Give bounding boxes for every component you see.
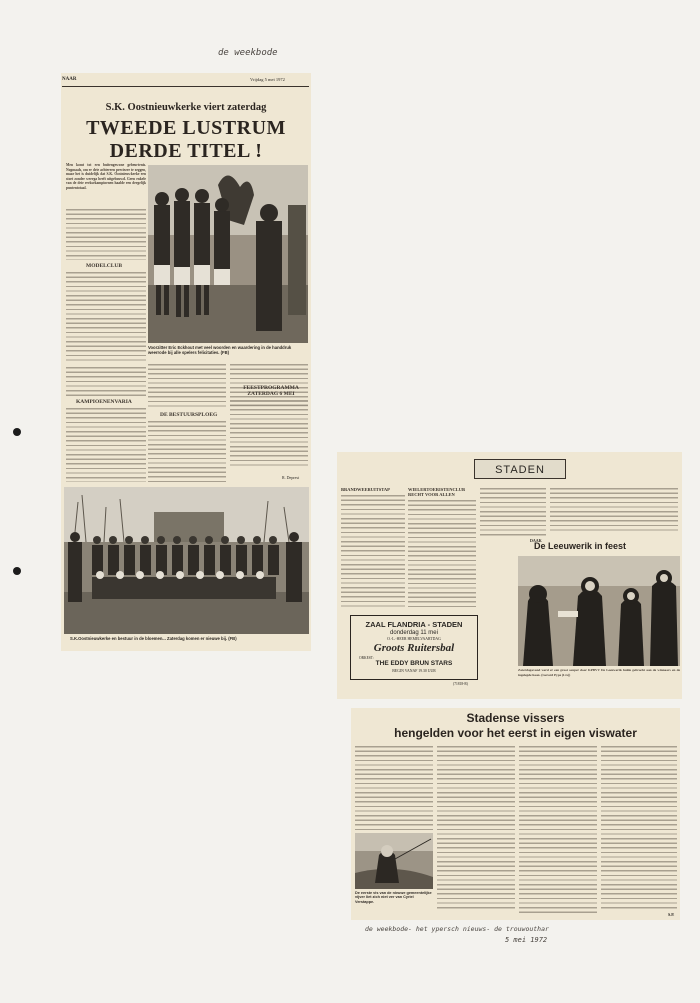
ad-start: BEGIN VANAF 19.30 UUR bbox=[392, 669, 436, 673]
subhead-kampioenenvaria: KAMPIOENENVARIA bbox=[76, 399, 132, 405]
feest-title: De Leeuwerik in feest bbox=[533, 541, 627, 551]
ad-venue: ZAAL FLANDRIA - STADEN bbox=[365, 620, 463, 629]
left-col1-text bbox=[66, 366, 146, 396]
masthead-left: NAAR bbox=[62, 77, 77, 82]
punch-hole-bottom bbox=[13, 567, 21, 575]
staden-col4-text bbox=[550, 487, 678, 531]
vissers-col3-text bbox=[519, 745, 597, 915]
feest-caption: Zaterdagavond werd er een groot souper door KPBVV De Leeuwerik hulde gebracht aan de winnaars en de ingelegde haan. (Gerard Pype (LG)) bbox=[518, 668, 680, 677]
left-mid-col1 bbox=[148, 363, 226, 408]
photo2-caption: S.K.Oostnieuwkerke en bestuur in de bloemen... Zaterdag komen er nieuwe bij. (FB) bbox=[70, 636, 237, 641]
brandweer-head: BRANDWEERUITSTAP bbox=[341, 487, 390, 492]
intro-text-cont bbox=[66, 208, 146, 260]
vissers-headline-1: Stadense vissers bbox=[466, 711, 565, 725]
ruitersbal-ad bbox=[350, 615, 478, 680]
masthead-date: Vrijdag 5 mei 1972 bbox=[250, 77, 285, 82]
fisherman-photo bbox=[355, 833, 433, 889]
brandweer-text bbox=[341, 494, 405, 610]
ad-orchestra-label: ORKEST: bbox=[359, 656, 374, 660]
vissers-signature: S.P. bbox=[668, 912, 675, 917]
staden-banner-text: STADEN bbox=[495, 464, 545, 476]
bottom-handwriting: de weekbode- het ypersch nieuws- de trouwouthar bbox=[365, 925, 549, 933]
bottom-date: 5 mei 1972 bbox=[505, 936, 548, 944]
ad-title: Groots Ruitersbal bbox=[373, 642, 455, 654]
ad-date: donderdag 11 mei bbox=[390, 630, 438, 636]
fisherman-caption: De eerste vis van de nieuwe gemeentelijke vijver liet zich niet ver van Cyriel Verstappe. bbox=[355, 891, 432, 904]
photo1-caption: Voorzitter Eric Eckhout met veel woorden en waardering in de handdruk weerrode bij alle spelers felicitaties. (FB) bbox=[148, 345, 292, 355]
intro-text: Men komt tot een buitengewone gebeurtenis. Nogmaals, om er drie achtereen preciezer te zeggen, maar het is duidelijk dat S.K. Oostnieuwkerke een stoet zonder weerga heeft uitgebouwd. Geen enkele van de drie reeksekampioenen haalde een dergelijk puntentotaal. bbox=[66, 163, 146, 190]
ad-orchestra: THE EDDY BRUN STARS bbox=[375, 660, 453, 667]
leeuwerik-photo bbox=[518, 556, 680, 666]
ad-ref: (71818-R) bbox=[453, 682, 468, 686]
team-handshake-photo bbox=[148, 165, 308, 343]
punch-hole-top bbox=[13, 428, 21, 436]
team-group-photo bbox=[64, 487, 309, 634]
ad-holiday: O.-L.-HEER HEMELVAARTDAG bbox=[387, 637, 441, 641]
modelclub-text bbox=[66, 271, 146, 363]
subhead-feestprogramma: FEESTPROGRAMMA ZATERDAG 6 MEI bbox=[243, 385, 299, 397]
headline-line1: TWEEDE LUSTRUM bbox=[86, 117, 286, 139]
vissers-headline-2: hengelden voor het eerst in eigen viswater bbox=[394, 726, 637, 740]
vissers-col2-text bbox=[437, 745, 515, 910]
feestprogramma-text bbox=[230, 399, 308, 469]
staden-signature: DAAK bbox=[530, 538, 542, 543]
wielerclub-head: WIELERTOERISTENCLUB RECHT VOOR ALLEN bbox=[408, 487, 466, 497]
staden-banner bbox=[474, 459, 566, 479]
program-credit: R. Deprest bbox=[282, 475, 300, 480]
subhead-modelclub: MODELCLUB bbox=[86, 263, 123, 269]
kicker: S.K. Oostnieuwkerke viert zaterdag bbox=[105, 102, 267, 113]
headline-line2: DERDE TITEL ! bbox=[109, 140, 263, 162]
bestuursploeg-text bbox=[148, 420, 226, 482]
staden-col3-text bbox=[480, 487, 546, 537]
masthead-rule bbox=[62, 86, 309, 87]
subhead-bestuursploeg: DE BESTUURSPLOEG bbox=[160, 412, 218, 418]
wielerclub-text bbox=[408, 499, 476, 610]
kampioenenvaria-text bbox=[66, 407, 146, 482]
vissers-col1-text bbox=[355, 745, 433, 830]
top-handwriting: de weekbode bbox=[218, 48, 278, 58]
vissers-col4-text bbox=[601, 745, 677, 910]
